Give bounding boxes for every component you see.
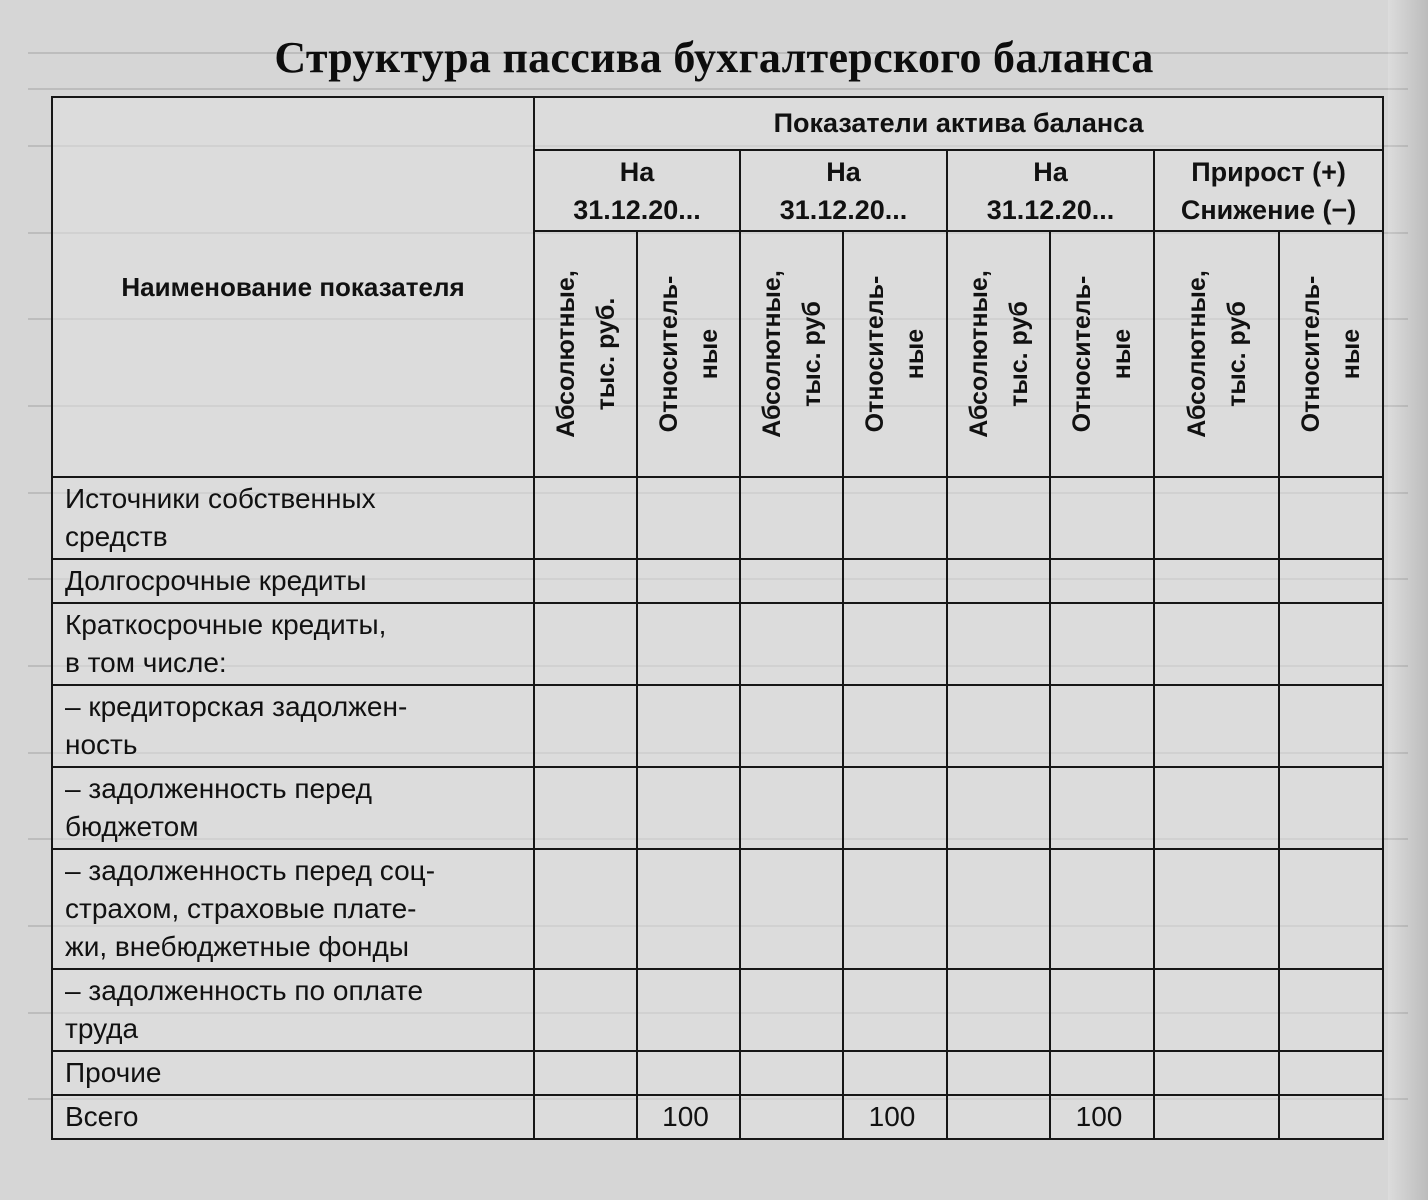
value-cell [1050,969,1154,1051]
row-label-line: Прочие [65,1057,162,1088]
header-relative-line1: Относитель- [654,275,683,433]
value-cell [843,685,947,767]
value-cell [740,603,843,685]
value-cell [637,559,740,603]
value-cell [1279,1051,1383,1095]
value-cell [637,969,740,1051]
header-period-line1: На [1033,156,1068,187]
value-cell [843,969,947,1051]
header-relative-line2: ные [694,328,723,380]
value-cell [534,1051,637,1095]
row-label-line: – кредиторская задолжен- [65,691,408,722]
row-label [52,767,534,849]
value-cell [1154,603,1279,685]
header-absolute-line1: Абсолютные, [964,270,993,438]
table-row [52,685,1383,767]
value-cell [740,685,843,767]
value-cell [1050,559,1154,603]
value-cell [947,767,1050,849]
row-label-line: – задолженность по оплате [65,975,424,1006]
header-absolute [947,231,1050,477]
value-cell [534,849,637,969]
value-cell [740,849,843,969]
header-absolute [1154,231,1279,477]
value-cell [1279,1095,1383,1139]
row-label [52,559,534,603]
value-cell [947,1051,1050,1095]
header-relative [1050,231,1154,477]
value-cell [740,767,843,849]
value-cell [1050,685,1154,767]
value-cell [843,477,947,559]
liabilities-structure-table [51,96,1384,1140]
table-row [52,1095,1383,1139]
value-cell [1050,603,1154,685]
header-absolute-line2: тыс. руб [1004,301,1033,407]
table-row [52,849,1383,969]
table-row [52,559,1383,603]
row-label-line: Краткосрочные кредиты, [65,609,387,640]
row-label-line: бюджетом [65,811,199,842]
table-row [52,1051,1383,1095]
row-label-line: труда [65,1013,139,1044]
header-relative-line1: Относитель- [1297,275,1326,433]
header-change [1154,150,1383,231]
table-row [52,603,1383,685]
value-cell [1279,559,1383,603]
row-label [52,1095,534,1139]
value-cell: 100 [843,1095,947,1139]
value-cell [740,1051,843,1095]
header-period-line2: 31.12.20... [779,194,908,225]
row-label-line: средств [65,521,168,552]
header-absolute-line2: тыс. руб [1222,301,1251,407]
value-cell [534,559,637,603]
value-cell [947,849,1050,969]
value-cell [947,1095,1050,1139]
row-label [52,1051,534,1095]
value-cell: 100 [637,1095,740,1139]
header-relative [637,231,740,477]
row-label-line: Источники собственных [65,483,376,514]
row-label-line: в том числе: [65,647,227,678]
header-relative-line2: ные [1337,328,1366,380]
header-absolute-line2: тыс. руб [797,301,826,407]
value-cell [637,767,740,849]
value-cell [534,603,637,685]
show-through-line [28,88,1408,90]
row-label-line: Долгосрочные кредиты [65,565,367,596]
header-change-line1: Прирост (+) [1191,156,1346,187]
value-cell [740,969,843,1051]
header-absolute-line1: Абсолютные, [551,270,580,438]
value-cell [637,685,740,767]
table-row [52,969,1383,1051]
value-cell [843,603,947,685]
value-cell [534,1095,637,1139]
row-label-line: – задолженность перед соц- [65,855,436,886]
value-cell [1279,767,1383,849]
value-cell [843,849,947,969]
table-body [52,477,1383,1139]
value-cell [637,603,740,685]
value-cell [947,969,1050,1051]
value-cell [534,767,637,849]
value-cell [740,477,843,559]
row-label-line: жи, внебюджетные фонды [65,931,409,962]
header-group: Показатели актива баланса [534,97,1383,150]
header-period-line2: 31.12.20... [986,194,1115,225]
table-row [52,767,1383,849]
value-cell [534,477,637,559]
header-relative [843,231,947,477]
value-cell [637,849,740,969]
row-label-line: – задолженность перед [65,773,372,804]
header-absolute-line2: тыс. руб. [591,297,620,411]
value-cell [1050,477,1154,559]
value-cell [843,767,947,849]
header-absolute [534,231,637,477]
page-edge-shadow [1388,0,1428,1200]
value-cell [1279,477,1383,559]
value-cell [1154,685,1279,767]
value-cell [947,685,1050,767]
value-cell [947,477,1050,559]
value-cell [843,1051,947,1095]
value-cell [947,603,1050,685]
row-label-line: ность [65,729,138,760]
value-cell [1050,767,1154,849]
row-label [52,849,534,969]
value-cell [637,1051,740,1095]
row-label-line: страхом, страховые плате- [65,893,417,924]
value-cell [740,559,843,603]
header-period-line2: 31.12.20... [573,194,701,225]
value-cell [1279,849,1383,969]
value-cell [534,969,637,1051]
value-cell [534,685,637,767]
value-cell [1154,849,1279,969]
header-period [947,150,1154,231]
header-period [740,150,947,231]
page-title: Структура пассива бухгалтерского баланса [274,33,1154,82]
header-absolute-line1: Абсолютные, [1182,270,1211,438]
row-label-line: Всего [65,1101,139,1132]
header-period-line1: На [619,156,655,187]
header-relative-line1: Относитель- [1068,275,1096,433]
value-cell [740,1095,843,1139]
header-relative-line2: ные [1108,328,1136,380]
header-absolute [740,231,843,477]
value-cell [1154,477,1279,559]
row-label [52,685,534,767]
value-cell [1050,849,1154,969]
value-cell [1050,1051,1154,1095]
row-label [52,969,534,1051]
value-cell [1154,559,1279,603]
value-cell [1154,767,1279,849]
value-cell [1279,685,1383,767]
value-cell [637,477,740,559]
value-cell [843,559,947,603]
header-period-line1: На [826,156,861,187]
value-cell [1279,969,1383,1051]
header-relative-line1: Относитель- [861,275,889,433]
value-cell [1154,1095,1279,1139]
value-cell [1279,603,1383,685]
value-cell [1154,1051,1279,1095]
value-cell [1154,969,1279,1051]
header-change-line2: Снижение (−) [1180,194,1357,225]
value-cell: 100 [1050,1095,1154,1139]
header-indicator-name: Наименование показателя [52,97,534,477]
value-cell [947,559,1050,603]
header-absolute-line1: Абсолютные, [757,270,786,438]
row-label [52,603,534,685]
header-period [534,150,740,231]
header-relative [1279,231,1383,477]
header-relative-line2: ные [901,328,929,380]
row-label [52,477,534,559]
table-row [52,477,1383,559]
